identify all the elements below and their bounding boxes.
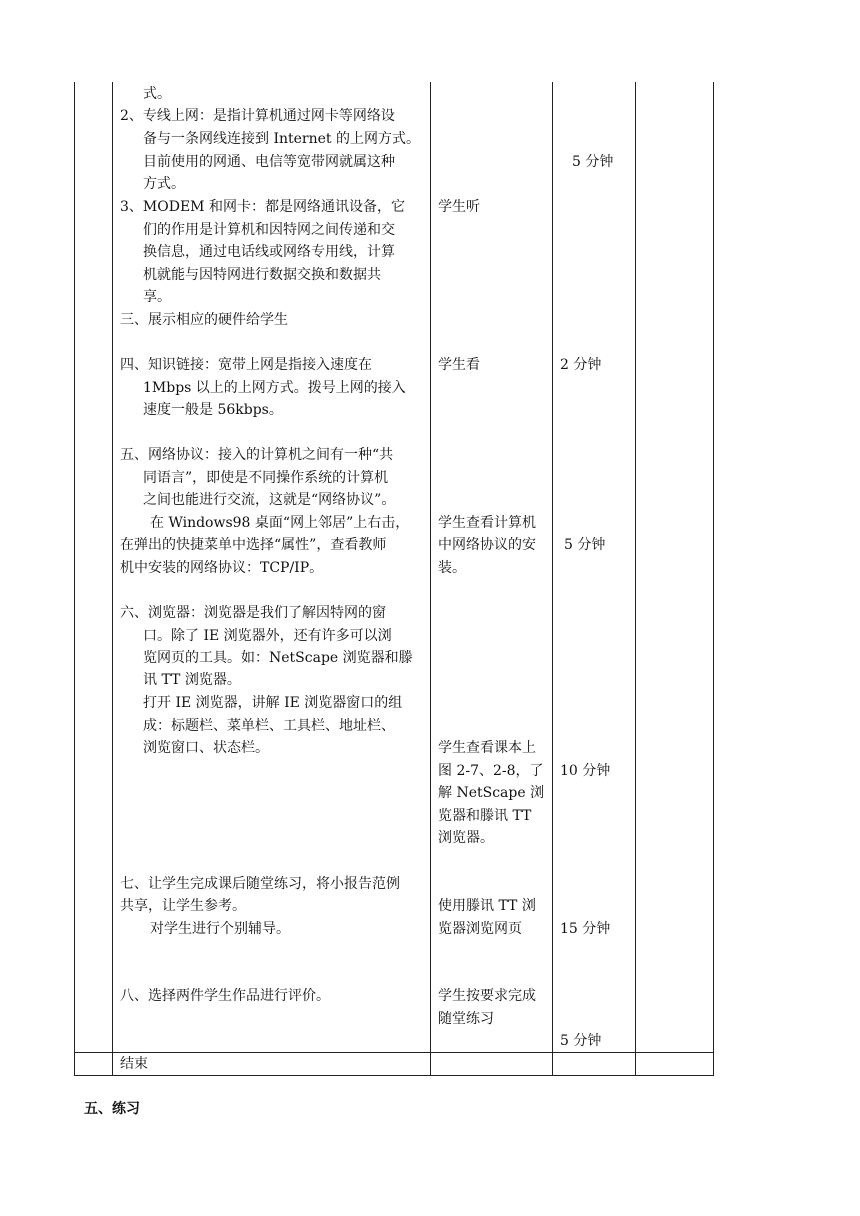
student-activity-line: 中网络协议的安 [438,537,536,553]
content-line: 机就能与因特网进行数据交换和数据共 [143,267,381,283]
content-line: 式。 [143,86,171,102]
content-line: 之间也能进行交流，这就是“网络协议”。 [143,492,396,508]
content-line: 在弹出的快捷菜单中选择“属性”，查看教师 [120,537,387,553]
student-activity-line: 解 NetScape 浏 [438,785,545,801]
table-border-left [74,82,75,1075]
time-value: 2 分钟 [560,357,602,373]
table-col-divider-2 [430,82,431,1075]
content-line: 换信息，通过电话线或网络专用线，计算 [143,244,395,260]
content-line: 成：标题栏、菜单栏、工具栏、地址栏、 [143,718,395,734]
content-line: 八、选择两件学生作品进行评价。 [120,988,330,1004]
content-line: 览网页的工具。如：NetScape 浏览器和滕 [143,650,413,666]
student-activity-line: 学生按要求完成 [438,988,536,1004]
student-activity-line: 使用滕讯 TT 浏 [438,898,536,914]
content-line: 目前使用的网通、电信等宽带网就属这种 [143,154,395,170]
content-line: 三、展示相应的硬件给学生 [120,312,288,328]
content-line: 打开 IE 浏览器，讲解 IE 浏览器窗口的组 [143,695,403,711]
table-border-right [713,82,714,1075]
content-line: 机中安装的网络协议：TCP/IP。 [120,560,324,576]
time-value: 5 分钟 [560,1033,602,1049]
time-value: 5 分钟 [564,537,606,553]
table-border-bottom [74,1075,714,1076]
table-col-divider-1 [112,82,113,1075]
table-col-divider-4 [635,82,636,1075]
content-line: 浏览窗口、状态栏。 [143,740,269,756]
student-activity-line: 装。 [438,560,466,576]
student-activity-line: 学生听 [438,199,480,215]
table-col-divider-3 [552,82,553,1075]
table-row-divider [74,1052,714,1053]
student-activity-line: 随堂练习 [438,1011,494,1027]
content-line: 讯 TT 浏览器。 [143,672,241,688]
time-value: 10 分钟 [560,763,611,779]
content-line: 对学生进行个别辅导。 [150,921,290,937]
section-heading: 五、练习 [84,1101,140,1117]
student-activity-line: 览器浏览网页 [438,921,522,937]
content-line: 备与一条网线连接到 Internet 的上网方式。 [143,131,420,147]
end-row-label: 结束 [120,1056,148,1072]
content-line: 口。除了 IE 浏览器外，还有许多可以浏 [143,628,392,644]
student-activity-line: 学生看 [438,357,480,373]
content-line: 七、让学生完成课后随堂练习，将小报告范例 [120,876,400,892]
content-line: 速度一般是 56kbps。 [143,402,283,418]
student-activity-line: 浏览器。 [438,830,494,846]
student-activity-line: 图 2-7、2-8，了 [438,763,544,779]
content-line: 享。 [143,289,171,305]
content-line: 四、知识链接：宽带上网是指接入速度在 [120,357,372,373]
time-value: 5 分钟 [572,154,614,170]
content-line: 2、专线上网：是指计算机通过网卡等网络设 [120,108,395,124]
content-line: 1Mbps 以上的上网方式。拨号上网的接入 [143,380,406,396]
content-line: 同语言”，即使是不同操作系统的计算机 [143,470,389,486]
content-line: 们的作用是计算机和因特网之间传递和交 [143,222,395,238]
student-activity-line: 学生查看课本上 [438,740,536,756]
student-activity-line: 览器和滕讯 TT [438,808,532,824]
content-line: 3、MODEM 和网卡：都是网络通讯设备，它 [120,199,405,215]
time-value: 15 分钟 [560,921,611,937]
content-line: 六、浏览器：浏览器是我们了解因特网的窗 [120,605,386,621]
content-line: 在 Windows98 桌面“网上邻居”上右击， [150,515,410,531]
content-line: 方式。 [143,176,185,192]
content-line: 共享，让学生参考。 [120,898,246,914]
student-activity-line: 学生查看计算机 [438,515,536,531]
content-line: 五、网络协议：接入的计算机之间有一种“共 [120,447,394,463]
